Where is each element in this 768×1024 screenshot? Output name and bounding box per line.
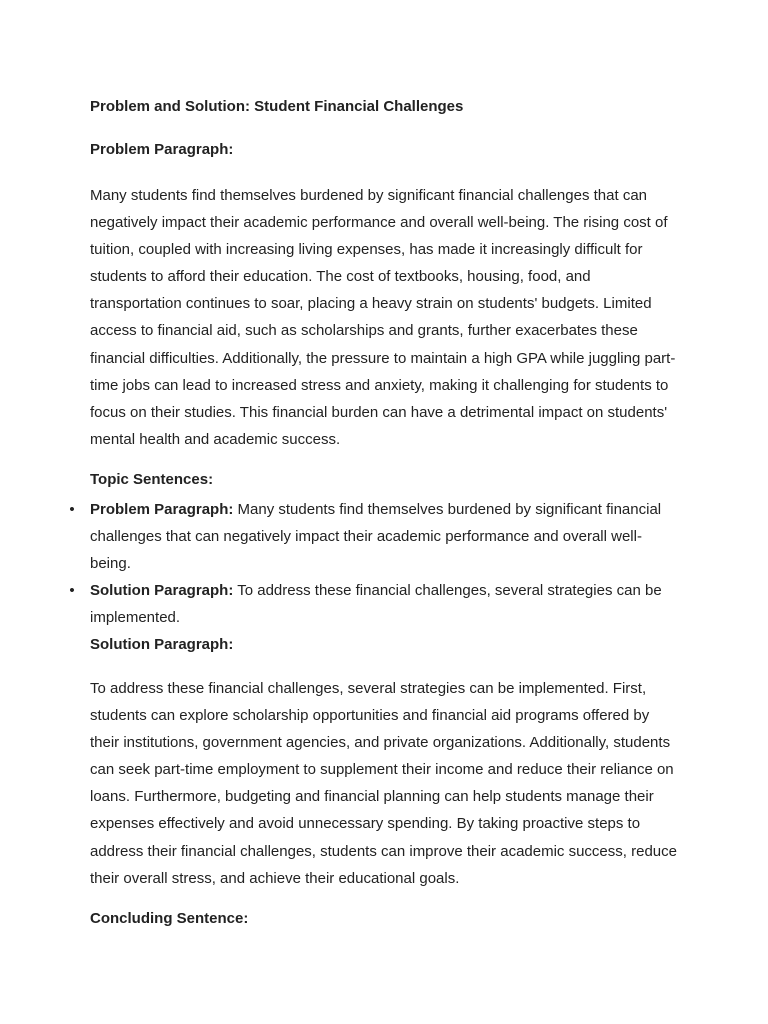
solution-paragraph: To address these financial challenges, several strategies can be implemented. First, students can explore scholarship opportunities and financial aid programs offered by their institutions, government agencies, and private organizations. Additionally, students can seek part-time employment to supplement their income and reduce their reliance on loans. Furthermore, budgeting and financial planning can help students manage their expenses effectively and avoid unnecessary spending. By taking proactive steps to address their financial challenges, students can improve their academic success, reduce their overall stress, and achieve their educational goals.: [90, 679, 677, 887]
topic-sentences-list: [69, 496, 682, 631]
solution-heading: Solution Paragraph:: [90, 635, 234, 653]
topic-text: Many students find themselves burdened by significant financial challenges that can negatively impact their academic performance and overall well-being.: [90, 500, 662, 572]
document-title: Problem and Solution: Student Financial Challenges: [90, 98, 464, 115]
bullet-icon: •: [69, 581, 75, 599]
topic-text: To address these financial challenges, several strategies can be implemented.: [90, 581, 662, 626]
bullet-icon: •: [69, 500, 75, 518]
problem-heading: Problem Paragraph:: [90, 141, 234, 158]
list-item: [69, 496, 682, 577]
problem-paragraph: Many students find themselves burdened by significant financial challenges that can negatively impact their academic performance and overall well-being. The rising cost of tuition, coupled with increasing living expenses, has made it increasingly difficult for students to afford their education. The cost of textbooks, housing, food, and transportation continues to soar, placing a heavy strain on students' budgets. Limited access to financial aid, such as scholarships and grants, further exacerbates these financial difficulties. Additionally, the pressure to maintain a high GPA while juggling part-time jobs can lead to increased stress and anxiety, making it challenging for students to focus on their studies. This financial burden can have a detrimental impact on students' mental health and academic success.: [90, 187, 676, 448]
document-page: [69, 96, 682, 930]
topic-sentences-heading: Topic Sentences:: [90, 470, 214, 488]
list-item: [69, 577, 682, 631]
topic-label: Problem Paragraph:: [90, 500, 234, 518]
concluding-heading: Concluding Sentence:: [90, 909, 249, 927]
topic-label: Solution Paragraph:: [90, 581, 234, 599]
